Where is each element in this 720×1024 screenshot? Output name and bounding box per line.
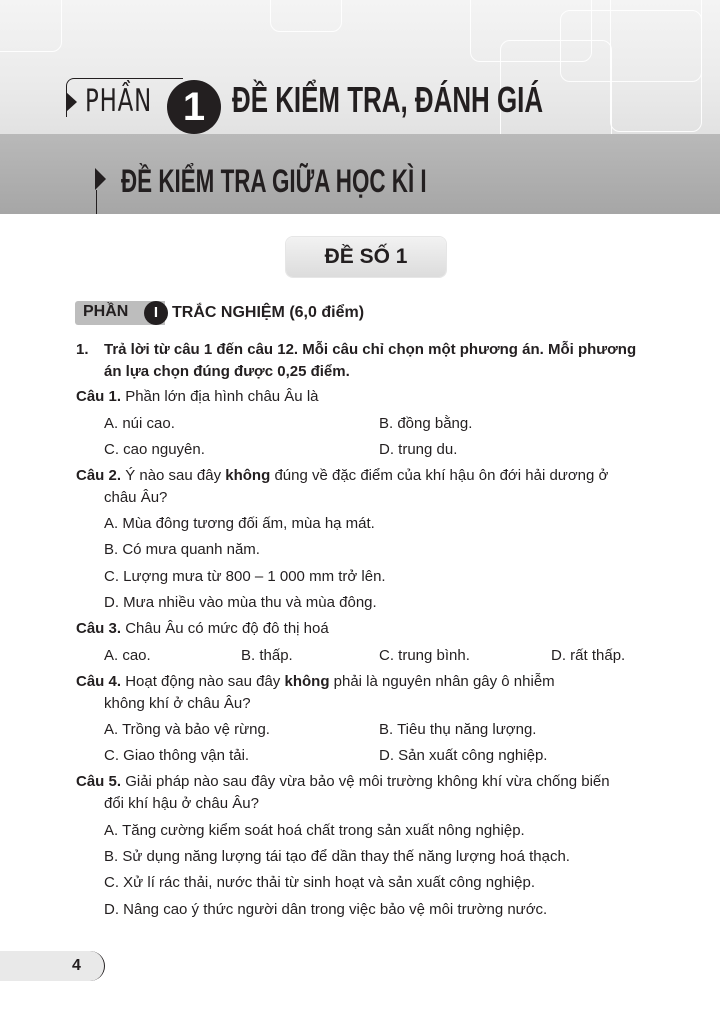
option: B. đồng bằng. [379,415,473,432]
option: D. rất thấp. [551,647,626,664]
part-title: ĐỀ KIỂM TRA, ĐÁNH GIÁ [232,79,544,120]
instruction-line: án lựa chọn đúng được 0,25 điểm. [104,363,350,380]
section-number-badge: I [144,301,168,325]
section-title: TRẮC NGHIỆM (6,0 điểm) [172,304,365,321]
question-label: Câu 2. [76,467,122,484]
option: D. Nâng cao ý thức người dân trong việc bảo vệ môi trường nước. [104,901,548,918]
decor-frame [0,0,62,52]
question-4 [76,672,555,691]
option: D. Sản xuất công nghiệp. [379,747,548,764]
subtitle-arrow-icon [95,168,106,190]
question-label: Câu 5. [76,773,122,790]
option: C. Xử lí rác thải, nước thải từ sinh hoạt và sản xuất công nghiệp. [104,874,536,891]
question-3 [76,619,329,638]
question-text: Châu Âu có mức độ đô thị hoá [125,620,329,637]
question-label: Câu 4. [76,673,122,690]
exam-label: ĐỀ SỐ 1 [286,237,446,277]
page-number: 4 [72,957,81,974]
option: C. Giao thông vận tải. [104,747,250,764]
option: C. cao nguyên. [104,441,205,458]
question-1 [76,387,319,406]
part-word: PHẦN [85,83,153,119]
option: D. trung du. [379,441,458,458]
option: A. Trồng và bảo vệ rừng. [104,721,270,738]
part-frame [66,78,183,117]
section-word: PHẦN [83,303,129,320]
question-text: Phần lớn địa hình châu Âu là [125,388,319,405]
question-text-continued: đổi khí hậu ở châu Âu? [104,795,259,812]
question-label: Câu 1. [76,388,122,405]
option: A. cao. [104,647,151,664]
question-text: phải là nguyên nhân gây ô nhiễm [333,673,555,690]
section-tab [75,301,169,325]
page-number-tab [0,951,105,981]
option: B. Có mưa quanh năm. [104,541,260,558]
instruction-number: 1. [76,341,89,358]
question-emphasis: không [284,673,330,690]
option: B. Tiêu thụ năng lượng. [379,721,537,738]
question-text: Giải pháp nào sau đây vừa bảo vệ môi trường không khí vừa chống biến [125,773,610,790]
subtitle: ĐỀ KIỂM TRA GIỮA HỌC KÌ I [121,163,427,199]
question-text-continued: châu Âu? [104,489,168,506]
option: D. Mưa nhiều vào mùa thu và mùa đông. [104,594,377,611]
part-number-badge: 1 [167,80,221,134]
question-text: đúng về đặc điểm của khí hậu ôn đới hải dương ở [274,467,609,484]
option: B. thấp. [241,647,293,664]
question-5 [76,772,610,791]
question-2 [76,466,608,485]
option: A. núi cao. [104,415,175,432]
question-emphasis: không [225,467,271,484]
part-arrow-icon [66,92,77,112]
option: A. Tăng cường kiểm soát hoá chất trong sản xuất nông nghiệp. [104,822,525,839]
decor-frame [610,0,702,132]
option: B. Sử dụng năng lượng tái tạo để dần thay thế năng lượng hoá thạch. [104,848,570,865]
decor-frame [270,0,342,32]
option: C. trung bình. [379,647,470,664]
option: C. Lượng mưa từ 800 – 1 000 mm trở lên. [104,568,386,585]
question-text: Hoạt động nào sau đây [125,673,281,690]
question-text-continued: không khí ở châu Âu? [104,695,251,712]
question-label: Câu 3. [76,620,122,637]
instruction-line: Trả lời từ câu 1 đến câu 12. Mỗi câu chỉ chọn một phương án. Mỗi phương [104,341,637,358]
subtitle-line [96,190,97,214]
option: A. Mùa đông tương đối ấm, mùa hạ mát. [104,515,375,532]
question-text: Ý nào sau đây [125,467,222,484]
